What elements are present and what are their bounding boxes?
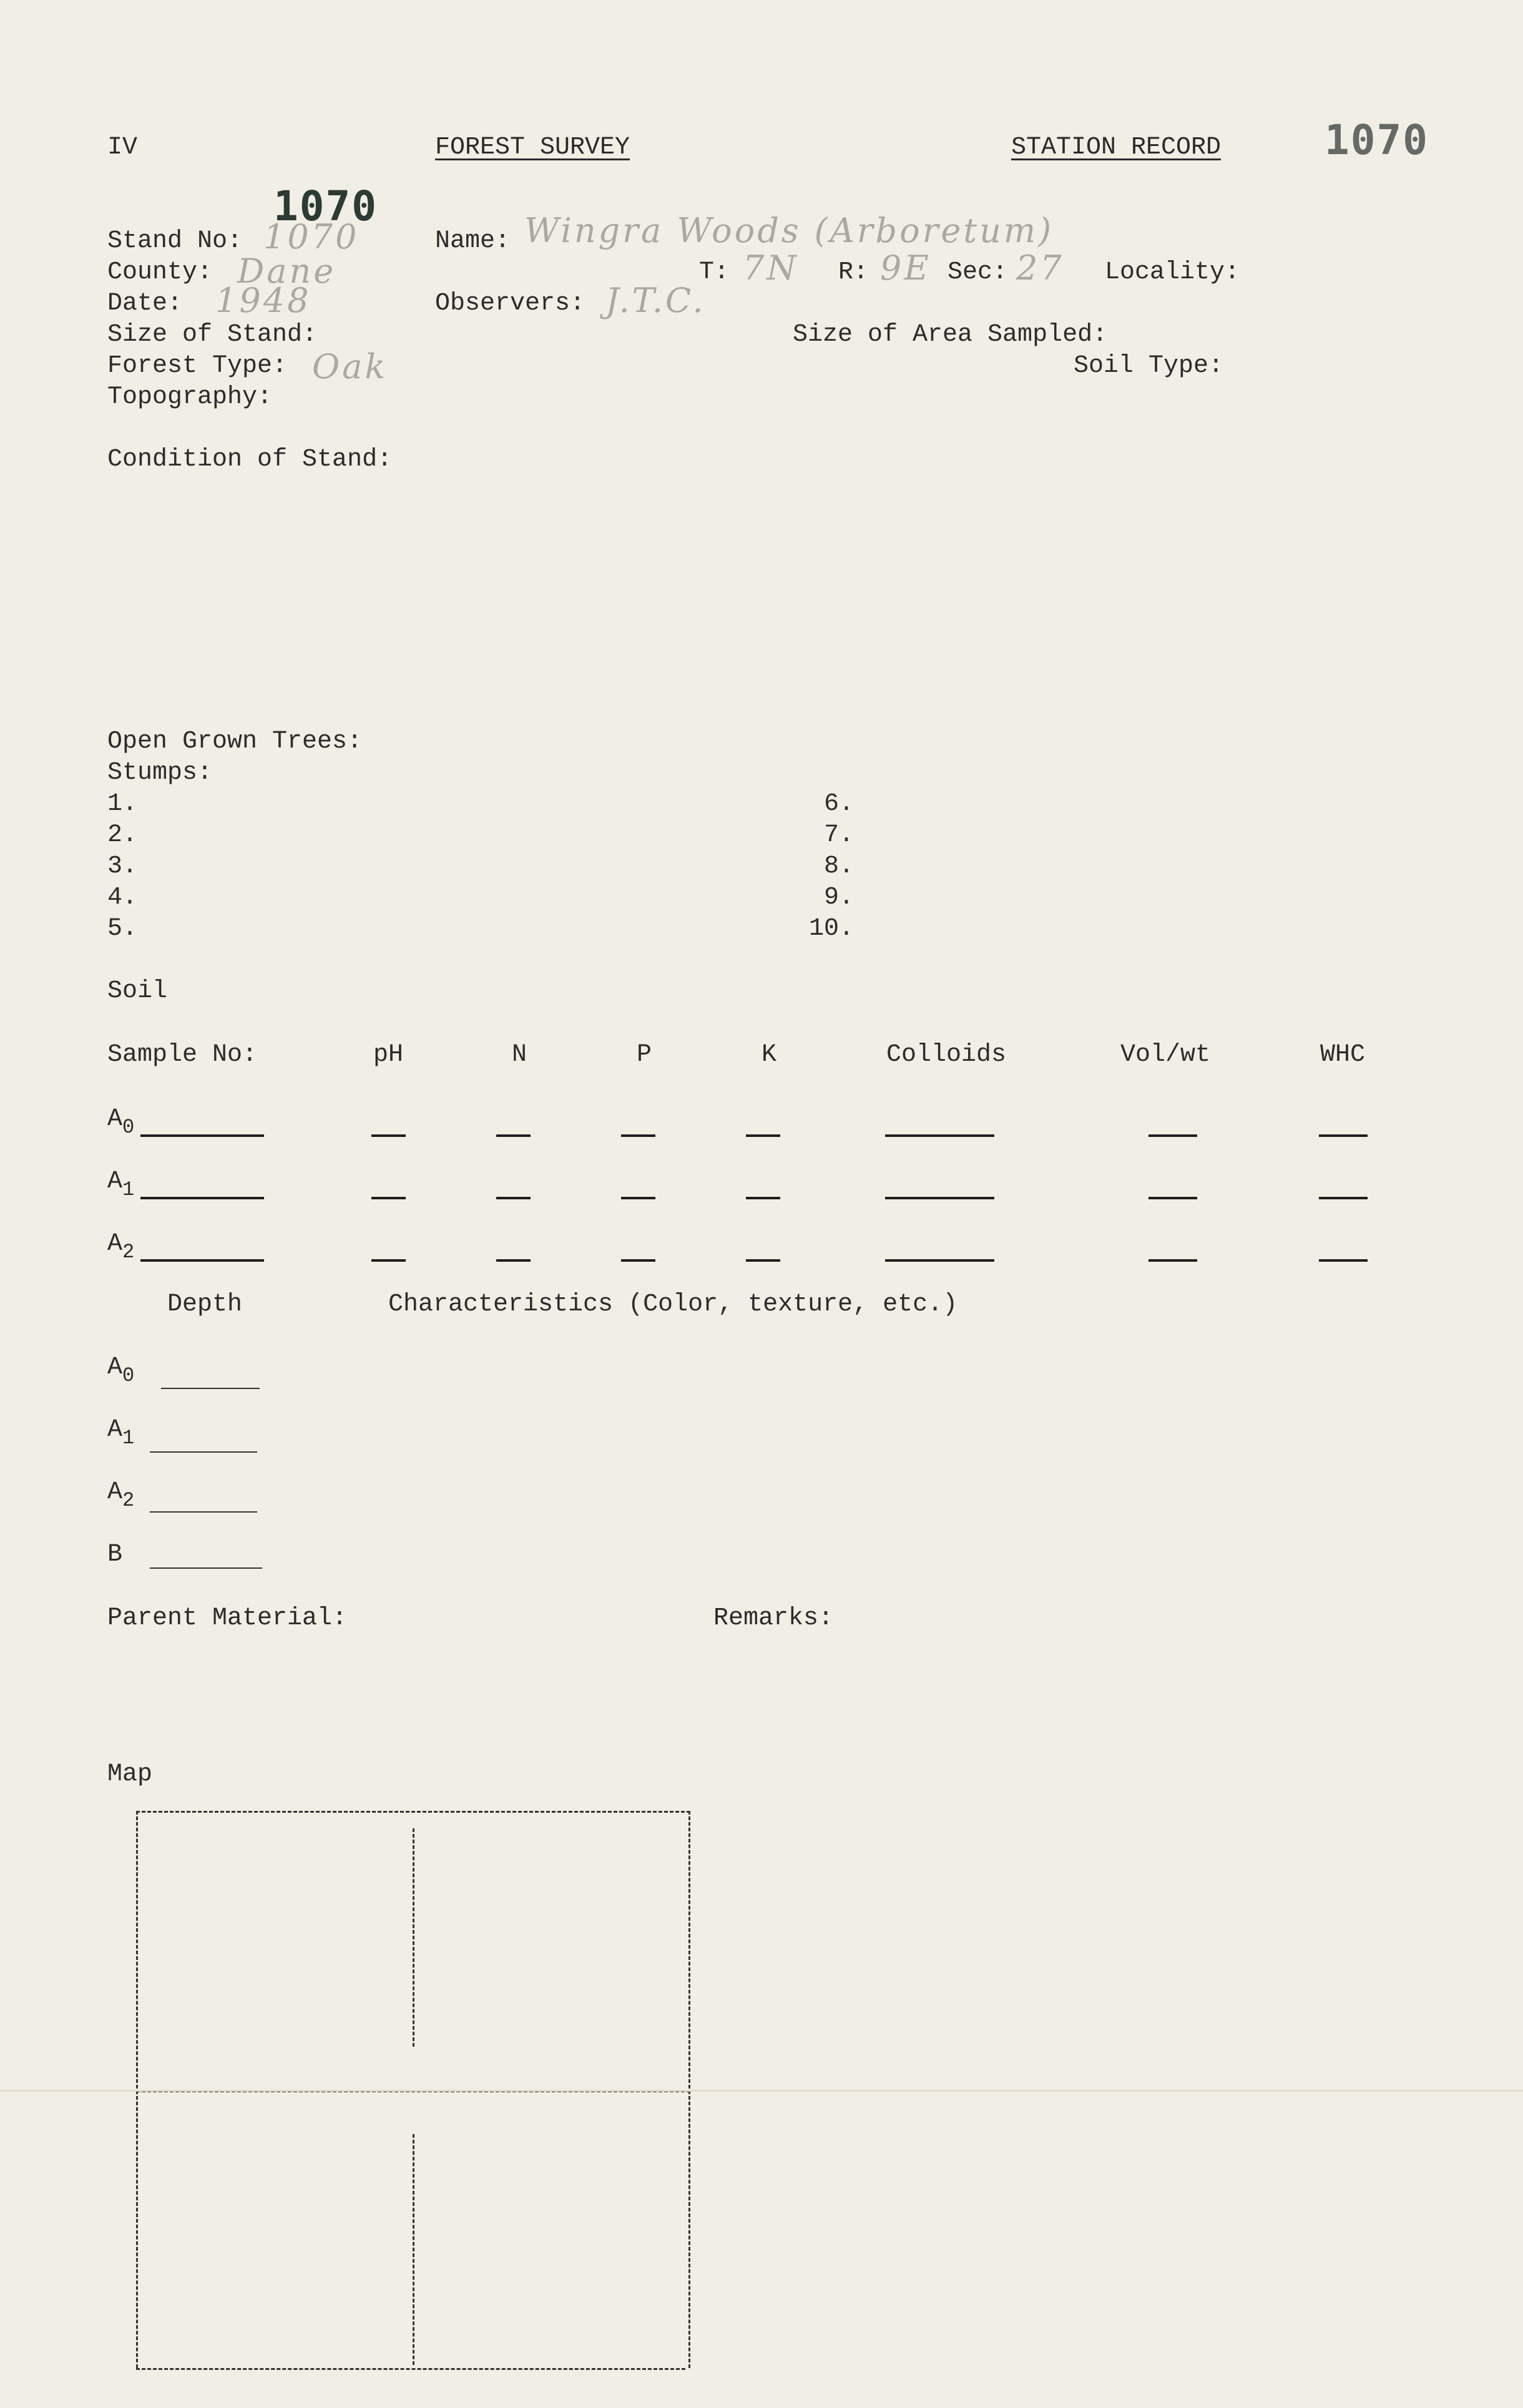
depth-row-label: $A_1$: [107, 1416, 135, 1450]
whc-blank: [1319, 1134, 1368, 1137]
depth-row-label: $A_2$: [107, 1478, 135, 1512]
k-blank: [746, 1197, 780, 1199]
stump-item: 6.: [824, 790, 855, 818]
record-type: STATION RECORD: [1011, 134, 1222, 162]
col-sample-no: Sample No:: [107, 1041, 258, 1069]
paper-fold: [0, 2090, 1523, 2092]
stump-item: 4.: [107, 884, 138, 912]
n-blank: [496, 1259, 531, 1262]
observers-value: J.T.C.: [605, 281, 706, 320]
date-value: 1948: [215, 281, 311, 320]
sample-no-blank: [140, 1259, 264, 1262]
depth-blank: [150, 1511, 257, 1513]
depth-blank: [150, 1451, 257, 1453]
stump-item: 8.: [824, 852, 855, 880]
soil-type-label: Soil Type:: [1074, 352, 1224, 380]
col-ph: pH: [373, 1041, 404, 1069]
stand-no-value: 1070: [263, 217, 360, 256]
n-blank: [496, 1134, 531, 1137]
name-value: Wingra Woods (Arboretum): [524, 211, 1054, 250]
observers-label: Observers:: [435, 290, 585, 318]
condition-of-stand-label: Condition of Stand:: [107, 446, 393, 474]
ph-blank: [371, 1134, 406, 1137]
stumps-label: Stumps:: [107, 759, 213, 787]
vol-wt-blank: [1148, 1197, 1197, 1199]
col-n: N: [512, 1041, 527, 1069]
parent-material-label: Parent Material:: [107, 1604, 348, 1632]
sec-value: 27: [1016, 248, 1064, 288]
locality-label: Locality:: [1105, 258, 1240, 286]
col-p: P: [637, 1041, 652, 1069]
k-blank: [746, 1134, 780, 1137]
whc-blank: [1319, 1259, 1368, 1262]
ph-blank: [371, 1259, 406, 1262]
k-blank: [746, 1259, 780, 1262]
sample-no-blank: [140, 1134, 264, 1137]
depth-row-label: B: [107, 1541, 123, 1569]
remarks-label: Remarks:: [713, 1604, 834, 1632]
depth-row-label: $A_0$: [107, 1353, 135, 1387]
stump-item: 3.: [107, 852, 138, 880]
stump-item: 10.: [809, 915, 855, 943]
sample-row-label: $A_1$: [107, 1167, 135, 1201]
open-grown-trees-label: Open Grown Trees:: [107, 728, 363, 756]
county-label: County:: [107, 258, 213, 286]
depth-blank: [150, 1567, 262, 1569]
colloids-blank: [885, 1134, 994, 1137]
corner-stamp: 1070: [1325, 116, 1429, 164]
depth-label: Depth: [167, 1290, 243, 1319]
map-label: Map: [107, 1760, 153, 1788]
colloids-blank: [885, 1259, 994, 1262]
t-value: 7N: [743, 248, 799, 288]
r-value: 9E: [880, 248, 931, 288]
characteristics-label: Characteristics (Color, texture, etc.): [388, 1290, 958, 1319]
n-blank: [496, 1197, 531, 1199]
form-title: FOREST SURVEY: [435, 134, 630, 162]
size-of-stand-label: Size of Stand:: [107, 321, 318, 349]
col-vol-wt: Vol/wt: [1120, 1041, 1211, 1069]
stump-item: 5.: [107, 915, 138, 943]
section-number: IV: [107, 134, 138, 162]
r-label: R:: [838, 258, 869, 286]
size-of-area-label: Size of Area Sampled:: [793, 321, 1108, 349]
sample-row-label: $A_0$: [107, 1105, 135, 1139]
col-whc: WHC: [1320, 1041, 1366, 1069]
stump-item: 9.: [824, 884, 855, 912]
county-value: Dane: [237, 251, 336, 291]
forest-type-label: Forest Type:: [107, 352, 288, 380]
stand-no-label: Stand No:: [107, 227, 243, 255]
vol-wt-blank: [1148, 1259, 1197, 1262]
p-blank: [621, 1197, 655, 1199]
name-label: Name:: [435, 227, 511, 255]
depth-blank: [161, 1388, 260, 1389]
t-label: T:: [699, 258, 730, 286]
p-blank: [621, 1259, 655, 1262]
p-blank: [621, 1134, 655, 1137]
stump-item: 2.: [107, 821, 138, 849]
date-label: Date:: [107, 290, 183, 318]
col-colloids: Colloids: [886, 1041, 1007, 1069]
ph-blank: [371, 1197, 406, 1199]
forest-type-value: Oak: [312, 347, 388, 386]
colloids-blank: [885, 1197, 994, 1199]
whc-blank: [1319, 1197, 1368, 1199]
stump-item: 1.: [107, 790, 138, 818]
vol-wt-blank: [1148, 1134, 1197, 1137]
stump-item: 7.: [824, 821, 855, 849]
sec-label: Sec:: [948, 258, 1008, 286]
soil-title: Soil: [107, 977, 168, 1005]
topography-label: Topography:: [107, 383, 273, 411]
sample-no-blank: [140, 1197, 264, 1199]
col-k: K: [762, 1041, 777, 1069]
stand-stamp: 1070: [273, 182, 378, 230]
sample-row-label: $A_2$: [107, 1230, 135, 1264]
